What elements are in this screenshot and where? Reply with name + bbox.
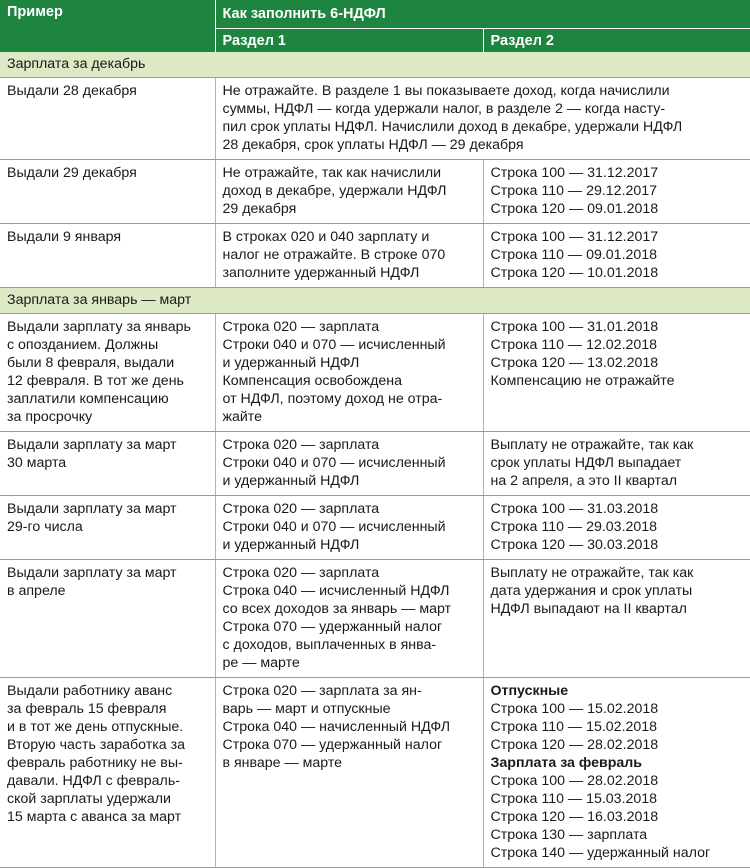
text-line: Строка 020 — зарплата [222, 437, 380, 453]
section-title: Зарплата за декабрь [0, 52, 750, 78]
table-row [0, 78, 750, 160]
cell-text [223, 436, 477, 490]
example-cell [0, 224, 215, 288]
cell-text [491, 564, 745, 618]
section-2-cell [483, 160, 750, 224]
table-row [0, 160, 750, 224]
example-cell [0, 160, 215, 224]
text-line: от НДФЛ, поэтому доход не отра- [222, 391, 443, 407]
text-line: со всех доходов за январь — март [222, 601, 452, 617]
text-line: и удержанный НДФЛ [222, 473, 360, 489]
text-line: пил срок уплаты НДФЛ. Начислили доход в декабре, удержали НДФЛ [222, 119, 683, 135]
cell-text [223, 500, 477, 554]
cell-text [7, 318, 209, 426]
section-1-cell [215, 432, 483, 496]
text-line: налог не отражайте. В строке 070 [222, 247, 446, 263]
text-line: заплатили компенсацию [7, 391, 169, 407]
section-2-cell [483, 314, 750, 432]
text-line: с доходов, выплаченных в янва- [222, 637, 437, 653]
text-line: Строки 040 и 070 — исчисленный [222, 337, 446, 353]
header-how-to-fill: Как заполнить 6-НДФЛ [215, 0, 750, 29]
section-2-cell [483, 560, 750, 678]
text-line: Строка 140 — удержанный налог [490, 845, 711, 861]
text-line: и удержанный НДФЛ [222, 355, 360, 371]
table-row [0, 314, 750, 432]
text-line: Строка 120 — 28.02.2018 [490, 737, 659, 753]
section-2-cell [483, 224, 750, 288]
example-cell [0, 678, 215, 868]
header-section-2: Раздел 2 [483, 29, 750, 53]
text-line: Выплату не отражайте, так как [490, 565, 694, 581]
text-line: за просрочку [7, 409, 93, 425]
merged-cell [215, 78, 750, 160]
text-line: Строка 040 — исчисленный НДФЛ [222, 583, 450, 599]
text-line: 29 декабря [222, 201, 297, 217]
header-example: Пример [0, 0, 215, 52]
example-cell [0, 560, 215, 678]
header-row [0, 0, 750, 29]
text-line: давали. НДФЛ с февраль- [7, 773, 180, 789]
cell-text [223, 564, 477, 672]
cell-text [223, 228, 477, 282]
cell-text [491, 500, 745, 554]
text-line: ской зарплаты удержали [7, 791, 171, 807]
text-line: Выдали зарплату за март [7, 565, 177, 581]
section-1-cell [215, 678, 483, 868]
cell-text [491, 228, 745, 282]
text-line: Строка 070 — удержанный налог [222, 619, 443, 635]
table-row [0, 224, 750, 288]
cell-text [7, 500, 209, 536]
section-1-cell [215, 160, 483, 224]
cell-text [491, 772, 745, 862]
text-line: дата удержания и срок уплаты [490, 583, 693, 599]
cell-text [491, 436, 745, 490]
text-line: Компенсация освобождена [222, 373, 402, 389]
cell-text [491, 700, 745, 754]
text-line: Выдали 29 декабря [7, 165, 137, 181]
text-line: заполните удержанный НДФЛ [222, 265, 420, 281]
text-line: Строки 040 и 070 — исчисленный [222, 519, 446, 535]
text-line: Строка 040 — начисленный НДФЛ [222, 719, 451, 735]
section-2-cell [483, 678, 750, 868]
text-line: Выдали работнику аванс [7, 683, 173, 699]
table-row [0, 678, 750, 868]
text-line: срок уплаты НДФЛ выпадает [490, 455, 682, 471]
section-band-january-march [0, 288, 750, 314]
text-line: Строка 100 — 31.12.2017 [490, 165, 659, 181]
cell-text [491, 318, 745, 390]
text-line: Выдали 9 января [7, 229, 122, 245]
cell-text [223, 682, 477, 772]
example-cell [0, 78, 215, 160]
text-line: жайте [222, 409, 263, 425]
text-line: и в тот же день отпускные. [7, 719, 184, 735]
section-2-cell [483, 496, 750, 560]
text-line: Строка 100 — 31.01.2018 [490, 319, 659, 335]
text-line: 28 декабря, срок уплаты НДФЛ — 29 декабря [222, 137, 524, 153]
text-line: суммы, НДФЛ — когда удержали налог, в разделе 2 — когда насту- [222, 101, 666, 117]
section-band-december [0, 52, 750, 78]
text-line: Выдали зарплату за март [7, 501, 177, 517]
text-line: Строка 120 — 16.03.2018 [490, 809, 659, 825]
text-line: Вторую часть заработка за [7, 737, 185, 753]
text-line: Строка 110 — 09.01.2018 [490, 247, 658, 263]
example-cell [0, 314, 215, 432]
text-line: Строка 100 — 15.02.2018 [490, 701, 659, 717]
text-line: Строка 120 — 13.02.2018 [490, 355, 659, 371]
text-line: были 8 февраля, выдали [7, 355, 175, 371]
table-row [0, 496, 750, 560]
text-line: Выдали зарплату за март [7, 437, 177, 453]
text-line: Строка 120 — 09.01.2018 [490, 201, 659, 217]
text-line: на 2 апреля, а это II квартал [490, 473, 678, 489]
subheading-february-salary: Зарплата за февраль [490, 755, 643, 771]
text-line: В строках 020 и 040 зарплату и [222, 229, 430, 245]
cell-text [491, 164, 745, 218]
example-cell [0, 432, 215, 496]
cell-text [223, 82, 744, 154]
cell-text [7, 164, 209, 182]
text-line: Строка 100 — 31.12.2017 [490, 229, 659, 245]
text-line: Строка 110 — 15.02.2018 [490, 719, 658, 735]
section-1-cell [215, 560, 483, 678]
subheading-vacation-pay: Отпускные [490, 683, 569, 699]
cell-text [7, 564, 209, 600]
cell-text [223, 318, 477, 426]
text-line: Строки 040 и 070 — исчисленный [222, 455, 446, 471]
text-line: Строка 020 — зарплата [222, 565, 380, 581]
text-line: Строка 020 — зарплата за ян- [222, 683, 422, 699]
text-line: с опозданием. Должны [7, 337, 159, 353]
section-1-cell [215, 224, 483, 288]
section-1-cell [215, 314, 483, 432]
text-line: Строка 110 — 29.12.2017 [490, 183, 658, 199]
text-line: Выплату не отражайте, так как [490, 437, 694, 453]
text-line: в январе — марте [222, 755, 343, 771]
text-line: 15 марта с аванса за март [7, 809, 182, 825]
section-title: Зарплата за январь — март [0, 288, 750, 314]
text-line: Строка 110 — 15.03.2018 [490, 791, 658, 807]
text-line: февраль работнику не вы- [7, 755, 183, 771]
cell-text [7, 228, 209, 246]
cell-text [7, 436, 209, 472]
text-line: Строка 020 — зарплата [222, 319, 380, 335]
text-line: Строка 110 — 12.02.2018 [490, 337, 658, 353]
text-line: 30 марта [7, 455, 67, 471]
cell-text [223, 164, 477, 218]
text-line: в апреле [7, 583, 66, 599]
text-line: Строка 120 — 30.03.2018 [490, 537, 659, 553]
text-line: Не отражайте. В разделе 1 вы показываете доход, когда начислили [222, 83, 670, 99]
text-line: доход в декабре, удержали НДФЛ [222, 183, 447, 199]
example-cell [0, 496, 215, 560]
text-line: Компенсацию не отражайте [490, 373, 675, 389]
section-1-cell [215, 496, 483, 560]
text-line: Строка 100 — 31.03.2018 [490, 501, 659, 517]
text-line: Строка 120 — 10.01.2018 [490, 265, 659, 281]
text-line: 12 февраля. В тот же день [7, 373, 184, 389]
text-line: Строка 020 — зарплата [222, 501, 380, 517]
text-line: Строка 110 — 29.03.2018 [490, 519, 658, 535]
table-row [0, 432, 750, 496]
text-line: за февраль 15 февраля [7, 701, 167, 717]
text-line: и удержанный НДФЛ [222, 537, 360, 553]
text-line: варь — март и отпускные [222, 701, 391, 717]
text-line: НДФЛ выпадают на II квартал [490, 601, 687, 617]
header-section-1: Раздел 1 [215, 29, 483, 53]
section-2-cell [483, 432, 750, 496]
text-line: ре — марте [222, 655, 300, 671]
cell-text [7, 82, 209, 100]
text-line: 29-го числа [7, 519, 83, 535]
table-row [0, 560, 750, 678]
text-line: Строка 130 — зарплата [490, 827, 648, 843]
text-line: Строка 100 — 28.02.2018 [490, 773, 659, 789]
text-line: Не отражайте, так как начислили [222, 165, 442, 181]
cell-text [7, 682, 209, 826]
text-line: Выдали 28 декабря [7, 83, 137, 99]
text-line: Выдали зарплату за январь [7, 319, 191, 335]
text-line: Строка 070 — удержанный налог [222, 737, 443, 753]
